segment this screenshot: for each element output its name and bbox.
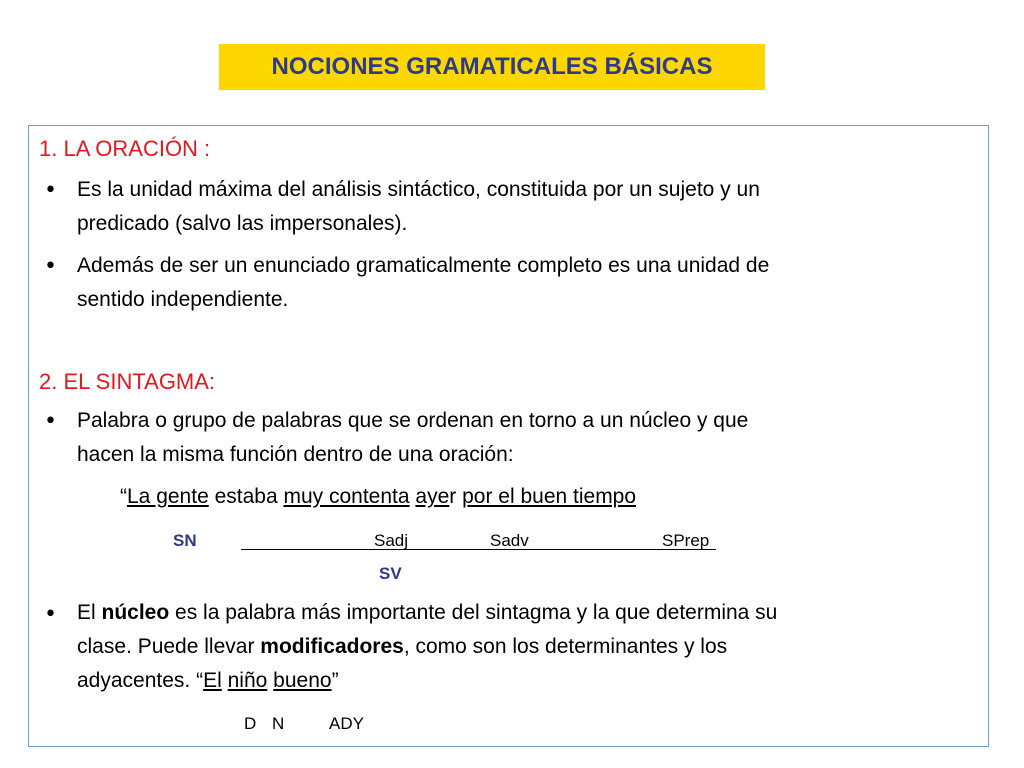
sintagma-definition	[77, 404, 977, 472]
label-ady: ADY	[329, 714, 364, 733]
label-sadv: Sadv	[490, 531, 529, 550]
text-adyacentes: adyacentes. “	[77, 669, 204, 692]
oracion-definition-line: predicado (salvo las impersonales).	[77, 212, 408, 235]
bullet-marker: •	[44, 254, 57, 279]
section-heading-sintagma: 2. EL SINTAGMA:	[39, 369, 216, 394]
bullet-marker: •	[44, 409, 57, 434]
example-bueno: bueno	[273, 669, 332, 692]
text-nucleo-desc: es la palabra más importante del sintagma y la que determina su	[169, 601, 778, 624]
label-sadj: Sadj	[374, 531, 409, 550]
text-el: El	[77, 601, 102, 624]
oracion-sentido-line: Además de ser un enunciado gramaticalmente completo es una unidad de	[77, 254, 770, 277]
example-nino: niño	[227, 669, 268, 692]
sv-underline	[241, 549, 716, 550]
oracion-definition-line: Es la unidad máxima del análisis sintáctico, constituida por un sujeto y un	[77, 178, 760, 201]
example-r: r	[449, 485, 463, 508]
oracion-sentido-line: sentido independiente.	[77, 288, 289, 311]
label-sv: SV	[379, 564, 402, 583]
text-modificadores-desc: , como son los determinantes y los	[403, 635, 728, 658]
example-el: El	[203, 669, 222, 692]
text-clase: clase. Puede llevar	[77, 635, 261, 658]
example-sentence	[120, 480, 1020, 514]
open-quote: “	[120, 485, 127, 508]
page-title: NOCIONES GRAMATICALES BÁSICAS	[271, 53, 713, 80]
section-heading-oracion: 1. LA ORACIÓN :	[39, 136, 211, 161]
example-aye: aye	[415, 485, 450, 508]
oracion-definition	[77, 173, 977, 241]
label-n: N	[272, 714, 285, 733]
sintagma-definition-line: Palabra o grupo de palabras que se ordenan en torno a un núcleo y que	[77, 409, 749, 432]
example-por-el-buen-tiempo: por el buen tiempo	[462, 485, 637, 508]
bullet-marker: •	[44, 602, 57, 627]
term-nucleo: núcleo	[101, 601, 170, 624]
oracion-sentido	[77, 249, 977, 317]
example-la-gente: La gente	[127, 485, 209, 508]
nucleo-line	[77, 596, 977, 630]
example-estaba: estaba	[208, 485, 284, 508]
title-banner	[219, 44, 765, 90]
label-sn: SN	[173, 531, 197, 550]
bullet-marker: •	[44, 178, 57, 203]
nucleo-line	[77, 664, 977, 698]
close-quote: ”	[331, 669, 339, 692]
nucleo-line	[77, 630, 977, 664]
example-muy-contenta: muy contenta	[283, 485, 410, 508]
term-modificadores: modificadores	[260, 635, 404, 658]
label-d: D	[244, 714, 257, 733]
nucleo-paragraph	[77, 596, 977, 698]
sintagma-definition-line: hacen la misma función dentro de una oración:	[77, 443, 514, 466]
label-sprep: SPrep	[662, 531, 710, 550]
